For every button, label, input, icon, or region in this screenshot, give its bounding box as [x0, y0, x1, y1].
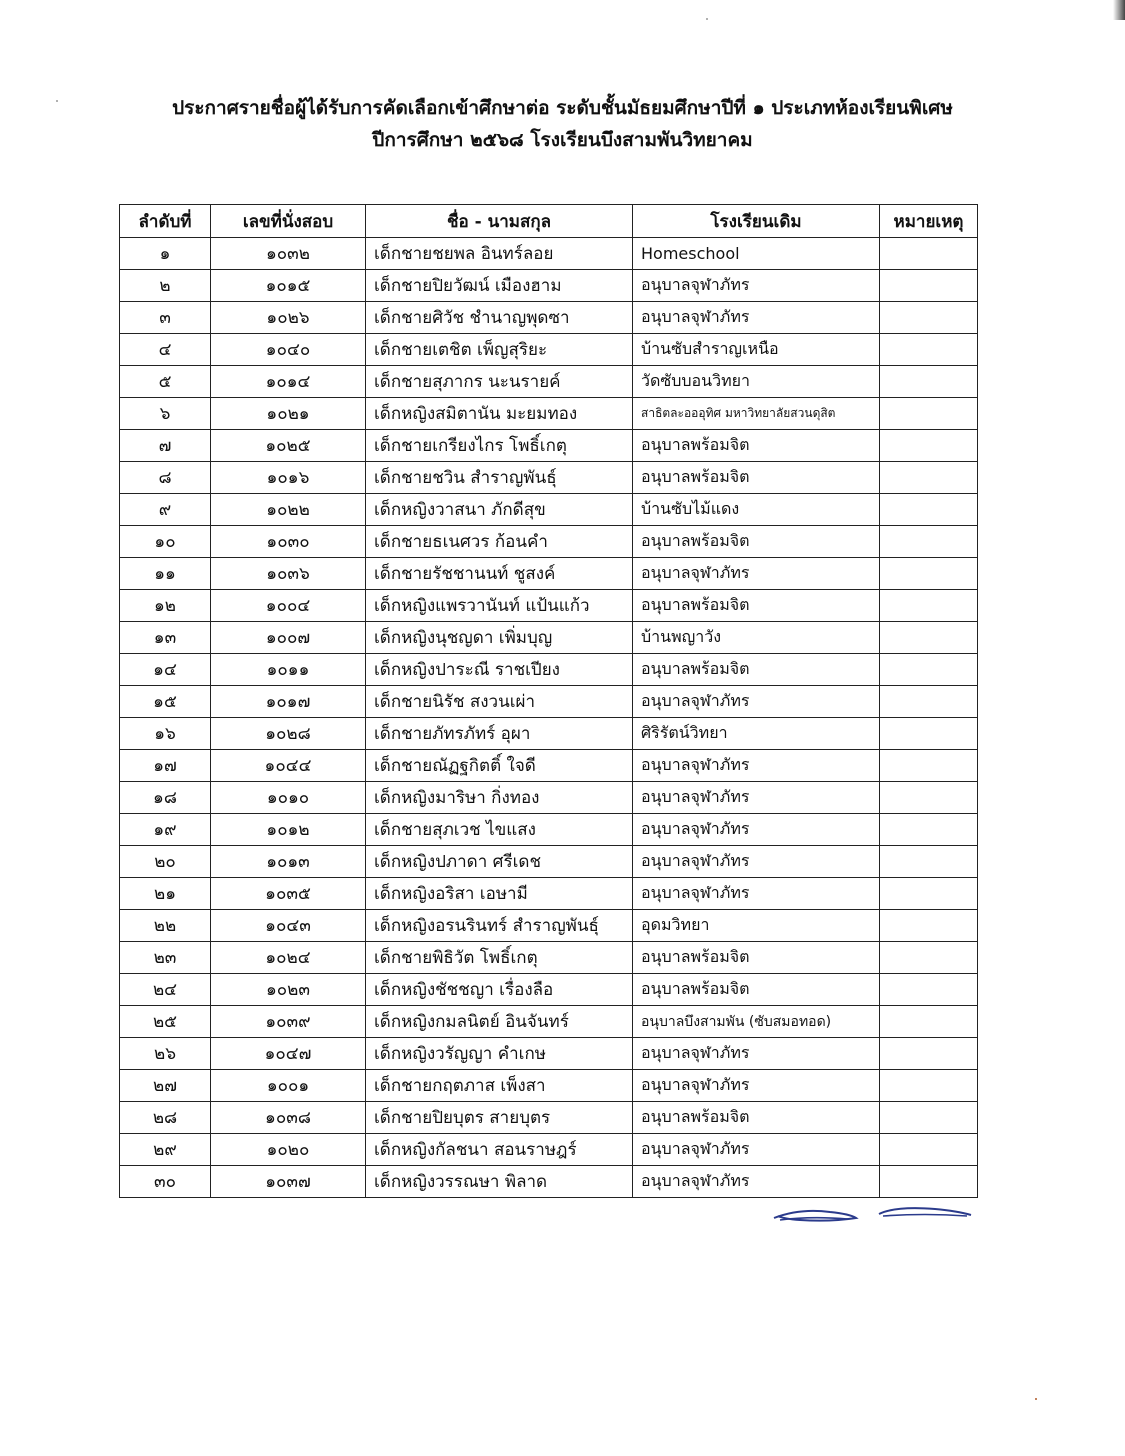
- student-name-cell: เด็กชายปิยวัฒน์ เมืองฮาม: [366, 270, 633, 302]
- remarks-cell: [880, 878, 978, 910]
- student-roster-table: [119, 204, 978, 1198]
- previous-school-cell: บ้านซับสำราญเหนือ: [633, 334, 880, 366]
- student-name-cell: เด็กหญิงแพรวานันท์ แป้นแก้ว: [366, 590, 633, 622]
- table-row: [120, 270, 978, 302]
- order-cell: ๑๓: [120, 622, 211, 654]
- previous-school-cell: อนุบาลพร้อมจิต: [633, 974, 880, 1006]
- title-line-2: ปีการศึกษา ๒๕๖๘ โรงเรียนบึงสามพันวิทยาคม: [372, 129, 753, 151]
- seat-number-cell: ๑๐๑๐: [211, 782, 366, 814]
- order-cell: ๒๒: [120, 910, 211, 942]
- order-cell: ๒๙: [120, 1134, 211, 1166]
- remarks-cell: [880, 782, 978, 814]
- remarks-cell: [880, 1070, 978, 1102]
- seat-number-cell: ๑๐๒๘: [211, 718, 366, 750]
- previous-school-cell: อนุบาลบึงสามพัน (ซับสมอทอด): [633, 1006, 880, 1038]
- student-name-cell: เด็กชายนิรัช สงวนเผ่า: [366, 686, 633, 718]
- previous-school-cell: อนุบาลจุฬาภัทร: [633, 1166, 880, 1198]
- table-row: [120, 782, 978, 814]
- order-cell: ๒๑: [120, 878, 211, 910]
- table-row: [120, 558, 978, 590]
- seat-number-cell: ๑๐๑๔: [211, 366, 366, 398]
- student-name-cell: เด็กชายกฤตภาส เพ็งสา: [366, 1070, 633, 1102]
- title-line-1: ประกาศรายชื่อผู้ได้รับการคัดเลือกเข้าศึกษาต่อ ระดับชั้นมัธยมศึกษาปีที่ ๑ ประเภทห้องเรียนพิเศษ: [172, 97, 953, 119]
- remarks-cell: [880, 238, 978, 270]
- previous-school-cell: อนุบาลจุฬาภัทร: [633, 782, 880, 814]
- order-cell: ๑๒: [120, 590, 211, 622]
- order-cell: ๑๕: [120, 686, 211, 718]
- table-row: [120, 814, 978, 846]
- student-name-cell: เด็กหญิงอรนรินทร์ สำราญพันธุ์: [366, 910, 633, 942]
- order-cell: ๓๐: [120, 1166, 211, 1198]
- signature-mark: [770, 1200, 860, 1230]
- student-name-cell: เด็กหญิงปภาดา ศรีเดช: [366, 846, 633, 878]
- seat-number-cell: ๑๐๐๗: [211, 622, 366, 654]
- student-name-cell: เด็กหญิงสมิตานัน มะยมทอง: [366, 398, 633, 430]
- previous-school-cell: อนุบาลพร้อมจิต: [633, 526, 880, 558]
- order-cell: ๒๔: [120, 974, 211, 1006]
- remarks-cell: [880, 1134, 978, 1166]
- student-name-cell: เด็กหญิงวาสนา ภักดีสุข: [366, 494, 633, 526]
- seat-number-cell: ๑๐๑๗: [211, 686, 366, 718]
- scan-edge-shadow: [1113, 0, 1125, 20]
- table-row: [120, 974, 978, 1006]
- previous-school-cell: อนุบาลจุฬาภัทร: [633, 878, 880, 910]
- previous-school-cell: อนุบาลจุฬาภัทร: [633, 846, 880, 878]
- seat-number-cell: ๑๐๒๒: [211, 494, 366, 526]
- order-cell: ๑: [120, 238, 211, 270]
- student-name-cell: เด็กหญิงวรัญญา คำเกษ: [366, 1038, 633, 1070]
- remarks-cell: [880, 814, 978, 846]
- student-name-cell: เด็กหญิงมาริษา กิ่งทอง: [366, 782, 633, 814]
- header-seat-number: เลขที่นั่งสอบ: [211, 205, 366, 238]
- student-name-cell: เด็กหญิงนุชญดา เพิ่มบุญ: [366, 622, 633, 654]
- remarks-cell: [880, 1038, 978, 1070]
- table-row: [120, 942, 978, 974]
- order-cell: ๑๘: [120, 782, 211, 814]
- order-cell: ๓: [120, 302, 211, 334]
- previous-school-cell: อนุบาลพร้อมจิต: [633, 462, 880, 494]
- table-row: [120, 238, 978, 270]
- student-name-cell: เด็กหญิงกัลชนา สอนราษฎร์: [366, 1134, 633, 1166]
- seat-number-cell: ๑๐๑๖: [211, 462, 366, 494]
- table-row: [120, 590, 978, 622]
- order-cell: ๔: [120, 334, 211, 366]
- remarks-cell: [880, 302, 978, 334]
- seat-number-cell: ๑๐๒๐: [211, 1134, 366, 1166]
- remarks-cell: [880, 974, 978, 1006]
- seat-number-cell: ๑๐๓๗: [211, 1166, 366, 1198]
- order-cell: ๙: [120, 494, 211, 526]
- table-row: [120, 462, 978, 494]
- previous-school-cell: อนุบาลจุฬาภัทร: [633, 1134, 880, 1166]
- order-cell: ๒๗: [120, 1070, 211, 1102]
- table-row: [120, 398, 978, 430]
- remarks-cell: [880, 1166, 978, 1198]
- scan-speck: [706, 18, 708, 20]
- student-name-cell: เด็กชายณัฏฐกิตติ์ ใจดี: [366, 750, 633, 782]
- previous-school-cell: อนุบาลจุฬาภัทร: [633, 814, 880, 846]
- seat-number-cell: ๑๐๔๗: [211, 1038, 366, 1070]
- seat-number-cell: ๑๐๒๓: [211, 974, 366, 1006]
- previous-school-cell: อนุบาลพร้อมจิต: [633, 654, 880, 686]
- remarks-cell: [880, 686, 978, 718]
- previous-school-cell: อนุบาลจุฬาภัทร: [633, 686, 880, 718]
- order-cell: ๑๐: [120, 526, 211, 558]
- seat-number-cell: ๑๐๒๖: [211, 302, 366, 334]
- seat-number-cell: ๑๐๓๙: [211, 1006, 366, 1038]
- student-name-cell: เด็กชายปิยบุตร สายบุตร: [366, 1102, 633, 1134]
- student-name-cell: เด็กหญิงชัชชญา เรื่องลือ: [366, 974, 633, 1006]
- order-cell: ๗: [120, 430, 211, 462]
- header-full-name: ชื่อ - นามสกุล: [366, 205, 633, 238]
- order-cell: ๑๑: [120, 558, 211, 590]
- previous-school-cell: วัดซับบอนวิทยา: [633, 366, 880, 398]
- remarks-cell: [880, 494, 978, 526]
- previous-school-cell: อนุบาลพร้อมจิต: [633, 942, 880, 974]
- announcement-title: [0, 92, 1125, 156]
- previous-school-cell: อนุบาลจุฬาภัทร: [633, 558, 880, 590]
- student-name-cell: เด็กหญิงกมลนิตย์ อินจันทร์: [366, 1006, 633, 1038]
- student-name-cell: เด็กหญิงปาระณี ราชเปียง: [366, 654, 633, 686]
- remarks-cell: [880, 1006, 978, 1038]
- remarks-cell: [880, 462, 978, 494]
- student-name-cell: เด็กชายศิวัช ชำนาญพุดซา: [366, 302, 633, 334]
- previous-school-cell: สาธิตละอออุทิศ มหาวิทยาลัยสวนดุสิต: [633, 398, 880, 430]
- student-name-cell: เด็กชายเตชิต เพ็ญสุริยะ: [366, 334, 633, 366]
- table-row: [120, 1006, 978, 1038]
- header-previous-school: โรงเรียนเดิม: [633, 205, 880, 238]
- order-cell: ๑๗: [120, 750, 211, 782]
- order-cell: ๑๔: [120, 654, 211, 686]
- table-row: [120, 1134, 978, 1166]
- order-cell: ๖: [120, 398, 211, 430]
- header-order: ลำดับที่: [120, 205, 211, 238]
- remarks-cell: [880, 270, 978, 302]
- remarks-cell: [880, 750, 978, 782]
- table-body: [120, 238, 978, 1198]
- table-row: [120, 750, 978, 782]
- seat-number-cell: ๑๐๐๑: [211, 1070, 366, 1102]
- order-cell: ๑๖: [120, 718, 211, 750]
- table-row: [120, 1038, 978, 1070]
- seat-number-cell: ๑๐๓๖: [211, 558, 366, 590]
- remarks-cell: [880, 942, 978, 974]
- previous-school-cell: อนุบาลจุฬาภัทร: [633, 1070, 880, 1102]
- remarks-cell: [880, 654, 978, 686]
- seat-number-cell: ๑๐๑๒: [211, 814, 366, 846]
- previous-school-cell: บ้านซับไม้แดง: [633, 494, 880, 526]
- remarks-cell: [880, 398, 978, 430]
- header-remarks: หมายเหตุ: [880, 205, 978, 238]
- seat-number-cell: ๑๐๑๑: [211, 654, 366, 686]
- seat-number-cell: ๑๐๓๘: [211, 1102, 366, 1134]
- student-name-cell: เด็กหญิงวรรณษา พิลาด: [366, 1166, 633, 1198]
- seat-number-cell: ๑๐๔๓: [211, 910, 366, 942]
- previous-school-cell: อนุบาลพร้อมจิต: [633, 1102, 880, 1134]
- remarks-cell: [880, 430, 978, 462]
- table-row: [120, 686, 978, 718]
- table-row: [120, 526, 978, 558]
- student-name-cell: เด็กชายเกรียงไกร โพธิ์เกตุ: [366, 430, 633, 462]
- order-cell: ๒: [120, 270, 211, 302]
- previous-school-cell: อนุบาลจุฬาภัทร: [633, 270, 880, 302]
- seat-number-cell: ๑๐๔๔: [211, 750, 366, 782]
- table-row: [120, 622, 978, 654]
- seat-number-cell: ๑๐๒๔: [211, 942, 366, 974]
- remarks-cell: [880, 846, 978, 878]
- previous-school-cell: อนุบาลพร้อมจิต: [633, 430, 880, 462]
- remarks-cell: [880, 334, 978, 366]
- previous-school-cell: อนุบาลจุฬาภัทร: [633, 302, 880, 334]
- table-row: [120, 430, 978, 462]
- order-cell: ๘: [120, 462, 211, 494]
- order-cell: ๒๘: [120, 1102, 211, 1134]
- remarks-cell: [880, 1102, 978, 1134]
- previous-school-cell: ศิริรัตน์วิทยา: [633, 718, 880, 750]
- remarks-cell: [880, 590, 978, 622]
- student-name-cell: เด็กชายพิธิวัต โพธิ์เกตุ: [366, 942, 633, 974]
- scan-speck: [1035, 1398, 1037, 1400]
- remarks-cell: [880, 558, 978, 590]
- previous-school-cell: อุดมวิทยา: [633, 910, 880, 942]
- student-name-cell: เด็กชายสุภเวช ไขแสง: [366, 814, 633, 846]
- previous-school-cell: อนุบาลจุฬาภัทร: [633, 750, 880, 782]
- order-cell: ๒๓: [120, 942, 211, 974]
- remarks-cell: [880, 366, 978, 398]
- student-name-cell: เด็กชายภัทรภัทร์ อุผา: [366, 718, 633, 750]
- seat-number-cell: ๑๐๑๕: [211, 270, 366, 302]
- remarks-cell: [880, 622, 978, 654]
- order-cell: ๒๐: [120, 846, 211, 878]
- seat-number-cell: ๑๐๓๕: [211, 878, 366, 910]
- table-header-row: [120, 205, 978, 238]
- table-row: [120, 1102, 978, 1134]
- table-row: [120, 1070, 978, 1102]
- table-row: [120, 302, 978, 334]
- table-row: [120, 334, 978, 366]
- signature-mark: [875, 1200, 975, 1230]
- previous-school-cell: อนุบาลพร้อมจิต: [633, 590, 880, 622]
- table-row: [120, 910, 978, 942]
- seat-number-cell: ๑๐๐๔: [211, 590, 366, 622]
- seat-number-cell: ๑๐๓๐: [211, 526, 366, 558]
- table-row: [120, 654, 978, 686]
- table-row: [120, 846, 978, 878]
- order-cell: ๒๕: [120, 1006, 211, 1038]
- order-cell: ๒๖: [120, 1038, 211, 1070]
- seat-number-cell: ๑๐๒๕: [211, 430, 366, 462]
- seat-number-cell: ๑๐๓๒: [211, 238, 366, 270]
- student-name-cell: เด็กชายสุภากร นะนรายค์: [366, 366, 633, 398]
- table-row: [120, 366, 978, 398]
- table-row: [120, 878, 978, 910]
- student-name-cell: เด็กหญิงอริสา เอษามี: [366, 878, 633, 910]
- seat-number-cell: ๑๐๔๐: [211, 334, 366, 366]
- remarks-cell: [880, 526, 978, 558]
- table-row: [120, 718, 978, 750]
- remarks-cell: [880, 718, 978, 750]
- seat-number-cell: ๑๐๒๑: [211, 398, 366, 430]
- student-name-cell: เด็กชายชยพล อินทร์ลอย: [366, 238, 633, 270]
- table-row: [120, 494, 978, 526]
- order-cell: ๑๙: [120, 814, 211, 846]
- remarks-cell: [880, 910, 978, 942]
- seat-number-cell: ๑๐๑๓: [211, 846, 366, 878]
- student-name-cell: เด็กชายรัชชานนท์ ชูสงค์: [366, 558, 633, 590]
- previous-school-cell: อนุบาลจุฬาภัทร: [633, 1038, 880, 1070]
- table-row: [120, 1166, 978, 1198]
- previous-school-cell: Homeschool: [633, 238, 880, 270]
- student-name-cell: เด็กชายธเนศวร ก้อนคำ: [366, 526, 633, 558]
- previous-school-cell: บ้านพญาวัง: [633, 622, 880, 654]
- order-cell: ๕: [120, 366, 211, 398]
- student-name-cell: เด็กชายชวิน สำราญพันธุ์: [366, 462, 633, 494]
